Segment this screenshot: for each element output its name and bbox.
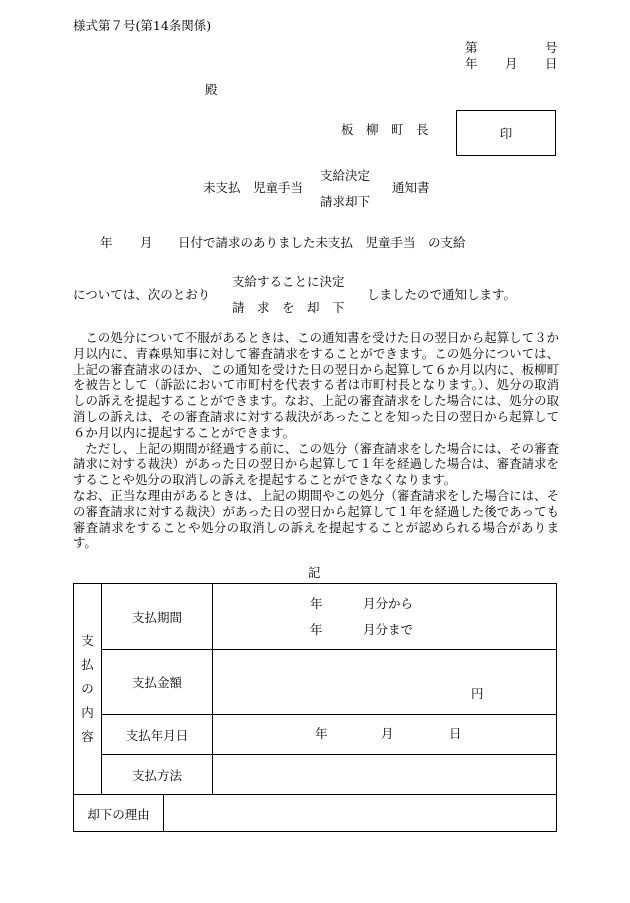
record-heading: 記	[308, 565, 321, 580]
decision-option-approve: 支給することに決定	[232, 274, 345, 289]
decision-option-reject: 請 求 を 却 下	[232, 300, 345, 315]
payment-date-year: 年	[315, 726, 328, 741]
payment-period-label: 支払期間	[131, 609, 182, 625]
decision-suffix: しましたので通知します。	[367, 287, 517, 302]
appeal-paragraph-2: ただし、上記の期間が経過する前に、この処分（審査請求をした場合には、その審査請求に対する裁決）があった日の翌日から起算して１年を経過した場合は、審査請求をすることや処分の取消しの訴えを提起することができなくなります。	[73, 440, 559, 488]
form-label: 様式第７号(第14条関係)	[73, 18, 212, 33]
request-year: 年	[100, 235, 113, 250]
group-label-char: 容	[81, 729, 94, 744]
payment-details-group-label	[74, 584, 101, 794]
issue-date-day: 日	[545, 56, 558, 71]
payment-date-month: 月	[381, 726, 394, 741]
decision-prefix: については、次のとおり	[73, 287, 211, 302]
payment-date-day: 日	[449, 726, 462, 741]
request-text: 日付で請求のありました未支払 児童手当 の支給	[178, 235, 466, 250]
period-from-month: 月分から	[363, 596, 414, 611]
reject-reason-label: 却下の理由	[87, 806, 150, 822]
seal-box	[456, 110, 556, 156]
title-option-approve: 支給決定	[320, 168, 371, 183]
document-number-prefix: 第	[465, 40, 478, 55]
title-prefix: 未支払 児童手当	[203, 180, 304, 195]
group-label-char: の	[81, 681, 94, 696]
payment-amount-label: 支払金額	[131, 675, 182, 690]
document-number-suffix: 号	[545, 40, 558, 55]
period-to-month: 月分まで	[363, 622, 414, 637]
appeal-paragraph-1: この処分について不服があるときは、この通知書を受けた日の翌日から起算して３か月以内に、青森県知事に対して審査請求をすることができます。この処分については、上記の審査請求のほか、この通知を受けた日の翌日から起算して６か月以内に、板柳町を被告として（訴訟において市町村を代表する者は市町村長となります。）、処分の取消しの訴えを提起することができます。なお、上記の審査請求をした場合には、処分の取消しの訴えは、その審査請求に対する裁決があったことを知った日の翌日から起算して６か月以内に提起することができます。	[73, 330, 559, 440]
request-month: 月	[140, 235, 153, 250]
addressee-honorific: 殿	[205, 82, 218, 97]
group-label-char: 内	[81, 705, 94, 720]
seal-label: 印	[499, 126, 513, 141]
payment-method-label: 支払方法	[131, 767, 182, 783]
payment-date-label: 支払年月日	[125, 727, 189, 743]
issuer-name: 板 柳 町 長	[341, 122, 429, 137]
amount-unit: 円	[471, 686, 484, 701]
appeal-notice	[73, 330, 559, 551]
period-to-year: 年	[310, 622, 323, 637]
period-from-year: 年	[310, 596, 323, 611]
title-option-reject: 請求却下	[320, 194, 371, 209]
group-label-char: 払	[81, 657, 94, 672]
issue-date-month: 月	[505, 56, 518, 71]
payment-details-table	[73, 583, 557, 832]
appeal-paragraph-3: なお、正当な理由があるときは、上記の期間やこの処分（審査請求をした場合には、その審査請求に対する裁決）があった日の翌日から起算して１年を経過した後であっても審査請求をすることや処分の取消しの訴えを提起することが認められる場合があります。	[73, 487, 559, 551]
title-suffix: 通知書	[392, 180, 430, 195]
group-label-char: 支	[81, 633, 94, 648]
issue-date-year: 年	[465, 56, 478, 71]
